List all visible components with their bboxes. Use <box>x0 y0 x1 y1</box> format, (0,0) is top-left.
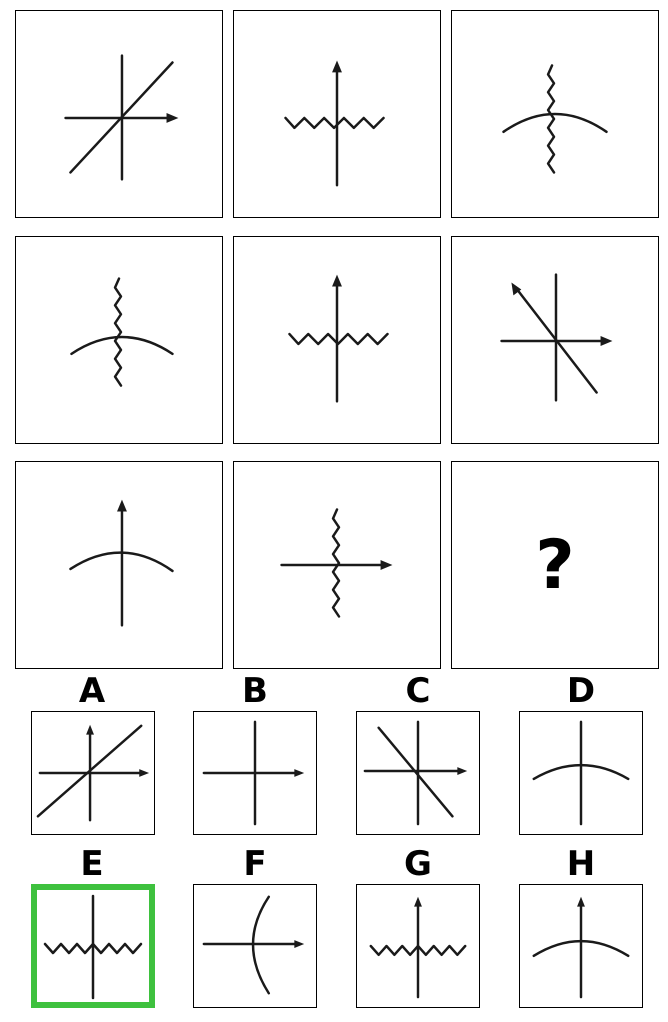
figure-zigzag-arrow-up <box>357 885 479 1007</box>
option-label-b: B <box>242 671 268 711</box>
figure-vertical-arrow-right-diagonal <box>357 712 479 834</box>
grid-cell-r3c2 <box>233 461 441 669</box>
missing-figure-question-mark: ? <box>535 525 575 605</box>
grid-cell-r2c3 <box>451 236 659 444</box>
option-label-e: E <box>80 844 104 884</box>
figure-arrow-up-arrow-right-diagonal <box>32 712 154 834</box>
option-label-a: A <box>78 671 106 711</box>
figure-arc-arrow-up <box>520 885 642 1007</box>
figure-zigzag-vertical-line <box>37 890 149 1002</box>
figure-vertical-line-arrow-right <box>194 712 316 834</box>
grid-cell-r2c2 <box>233 236 441 444</box>
option-label-d: D <box>566 671 596 711</box>
option-d[interactable] <box>519 711 643 835</box>
option-a[interactable] <box>31 711 155 835</box>
grid-cell-r1c3 <box>451 10 659 218</box>
grid-cell-r1c2 <box>233 10 441 218</box>
grid-cell-r3c1 <box>15 461 223 669</box>
figure-cross-arrow-diagonal-arrow <box>452 237 658 443</box>
figure-arc-vertical-line <box>520 712 642 834</box>
figure-cross-arrow-diagonal <box>16 11 222 217</box>
figure-arc-arrow-up <box>16 462 222 668</box>
option-e[interactable] <box>31 884 155 1008</box>
option-f[interactable] <box>193 884 317 1008</box>
option-g[interactable] <box>356 884 480 1008</box>
grid-cell-r3c3 <box>451 461 659 669</box>
option-h[interactable] <box>519 884 643 1008</box>
figure-arrow-right-vertical-arc <box>194 885 316 1007</box>
figure-arrow-right-vertical-zigzag <box>234 462 440 668</box>
grid-cell-r1c1 <box>15 10 223 218</box>
option-label-h: H <box>566 844 596 884</box>
option-b[interactable] <box>193 711 317 835</box>
option-c[interactable] <box>356 711 480 835</box>
option-label-g: G <box>404 844 432 884</box>
figure-zigzag-arrow-up <box>234 237 440 443</box>
figure-arc-vertical-zigzag <box>16 237 222 443</box>
grid-cell-r2c1 <box>15 236 223 444</box>
figure-zigzag-arrow-up <box>234 11 440 217</box>
option-label-c: C <box>405 671 431 711</box>
figure-arc-vertical-zigzag <box>452 11 658 217</box>
option-label-f: F <box>243 844 267 884</box>
